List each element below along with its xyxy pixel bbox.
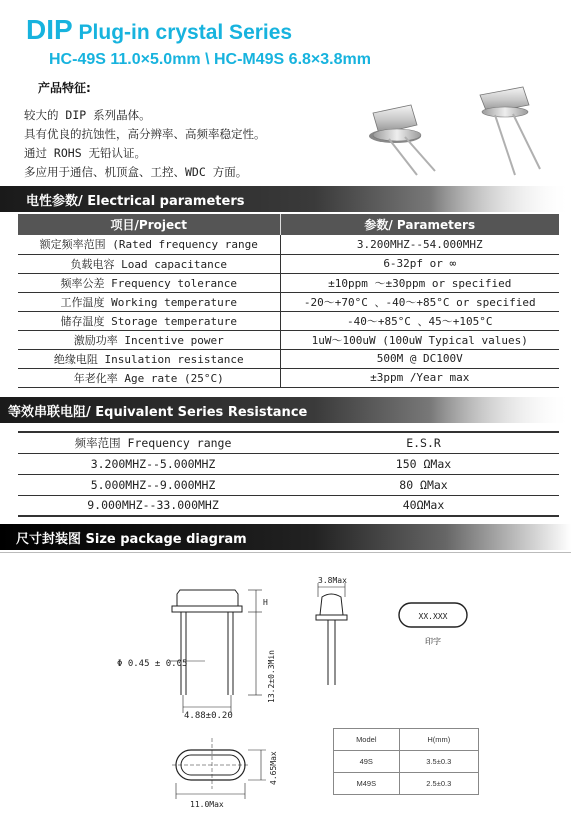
- table-row: [18, 254, 559, 273]
- column-header-frequency: 频率范围 Frequency range: [74, 435, 232, 450]
- package-section-band: [0, 524, 571, 550]
- package-section-title: 尺寸封装图 Size package diagram: [16, 532, 247, 547]
- column-header-h: H(mm): [399, 729, 478, 751]
- electrical-parameters-table: [18, 214, 559, 388]
- dim-pitch-label: 4.88±0.20: [184, 711, 233, 721]
- crystal-product-image: [355, 79, 555, 179]
- table-header-row: [334, 729, 479, 751]
- project-cell: 额定频率范围 (Rated frequency range: [18, 235, 280, 254]
- value-cell: 3.200MHZ--54.000MHZ: [280, 235, 559, 254]
- table-row: [18, 311, 559, 330]
- table-row: [18, 474, 559, 495]
- model-cell: 49S: [334, 751, 400, 773]
- esr-value-cell: 150 ΩMax: [288, 453, 559, 474]
- value-cell: -40～+85°C 、45～+105°C: [280, 311, 559, 330]
- column-header-project: 项目/Project: [18, 214, 280, 235]
- table-row: [18, 349, 559, 368]
- package-diagram-area: [0, 552, 571, 833]
- page-title: [26, 14, 292, 46]
- table-header-row: [18, 432, 559, 453]
- dim-lead-label: 13.2±0.3Min: [267, 650, 276, 703]
- project-cell: 绝缘电阻 Insulation resistance: [18, 349, 280, 368]
- table-row: [18, 235, 559, 254]
- features-heading: 产品特征:: [38, 81, 91, 95]
- dim-pin-dia-label: Φ 0.45 ± 0.05: [117, 659, 188, 669]
- value-cell: 1uW～100uW (100uW Typical values): [280, 330, 559, 349]
- column-header-model: Model: [334, 729, 400, 751]
- project-cell: 激励功率 Incentive power: [18, 330, 280, 349]
- side-view: [316, 583, 347, 685]
- value-cell: -20～+70°C 、-40～+85°C or specified: [280, 292, 559, 311]
- page-subtitle: HC-49S 11.0×5.0mm \ HC-M49S 6.8×3.8mm: [49, 51, 371, 68]
- dim-top-width-label: 3.8Max: [318, 576, 347, 585]
- esr-section-band: [0, 397, 571, 423]
- esr-value-cell: 80 ΩMax: [288, 474, 559, 495]
- value-cell: ±10ppm ～±30ppm or specified: [280, 273, 559, 292]
- project-cell: 负载电容 Load capacitance: [18, 254, 280, 273]
- value-cell: ±3ppm /Year max: [280, 368, 559, 387]
- value-cell: 500M @ DC100V: [280, 349, 559, 368]
- range-cell: 9.000MHZ--33.000MHZ: [18, 495, 288, 516]
- range-cell: 5.000MHZ--9.000MHZ: [18, 474, 288, 495]
- project-cell: 工作温度 Working temperature: [18, 292, 280, 311]
- electrical-section-band: [0, 186, 571, 212]
- dim-h-label: H: [263, 598, 268, 607]
- marking-text: XX.XXX: [418, 612, 448, 621]
- features-list: [24, 106, 266, 182]
- value-cell: 6-32pf or ∞: [280, 254, 559, 273]
- feature-item: 具有优良的抗蚀性，高分辨率、高频率稳定性。: [24, 127, 266, 141]
- esr-table: [18, 431, 559, 517]
- feature-item: 通过 ROHS 无铅认证。: [24, 146, 147, 160]
- feature-item: 多应用于通信、机顶盒、工控、WDC 方面。: [24, 165, 248, 179]
- dim-side-h-label: 4.65Max: [269, 751, 278, 785]
- esr-section-title: 等效串联电阻/ Equivalent Series Resistance: [8, 405, 308, 420]
- table-row: [18, 495, 559, 516]
- model-cell: M49S: [334, 773, 400, 795]
- esr-value-cell: 40ΩMax: [288, 495, 559, 516]
- table-row: [18, 330, 559, 349]
- table-row: [18, 273, 559, 292]
- dim-length-label: 11.0Max: [190, 800, 224, 809]
- marking-label: 印字: [425, 637, 441, 646]
- package-drawing: [0, 553, 571, 833]
- column-header-esr: E.S.R: [406, 435, 441, 450]
- title-dip: DIP: [26, 14, 73, 45]
- electrical-section-title: 电性参数/ Electrical parameters: [26, 194, 245, 209]
- table-row: [18, 292, 559, 311]
- table-header-row: [18, 214, 559, 235]
- table-row: [18, 453, 559, 474]
- h-cell: 2.5±0.3: [399, 773, 478, 795]
- title-rest: Plug-in crystal Series: [72, 21, 293, 44]
- column-header-parameters: 参数/ Parameters: [280, 214, 559, 235]
- project-cell: 年老化率 Age rate (25°C): [18, 368, 280, 387]
- model-height-table: [333, 728, 479, 795]
- project-cell: 储存温度 Storage temperature: [18, 311, 280, 330]
- table-row: [334, 773, 479, 795]
- project-cell: 频率公差 Frequency tolerance: [18, 273, 280, 292]
- range-cell: 3.200MHZ--5.000MHZ: [18, 453, 288, 474]
- feature-item: 较大的 DIP 系列晶体。: [24, 108, 151, 122]
- h-cell: 3.5±0.3: [399, 751, 478, 773]
- front-view: [170, 590, 262, 713]
- table-row: [18, 368, 559, 387]
- bottom-view: [172, 738, 266, 799]
- table-row: [334, 751, 479, 773]
